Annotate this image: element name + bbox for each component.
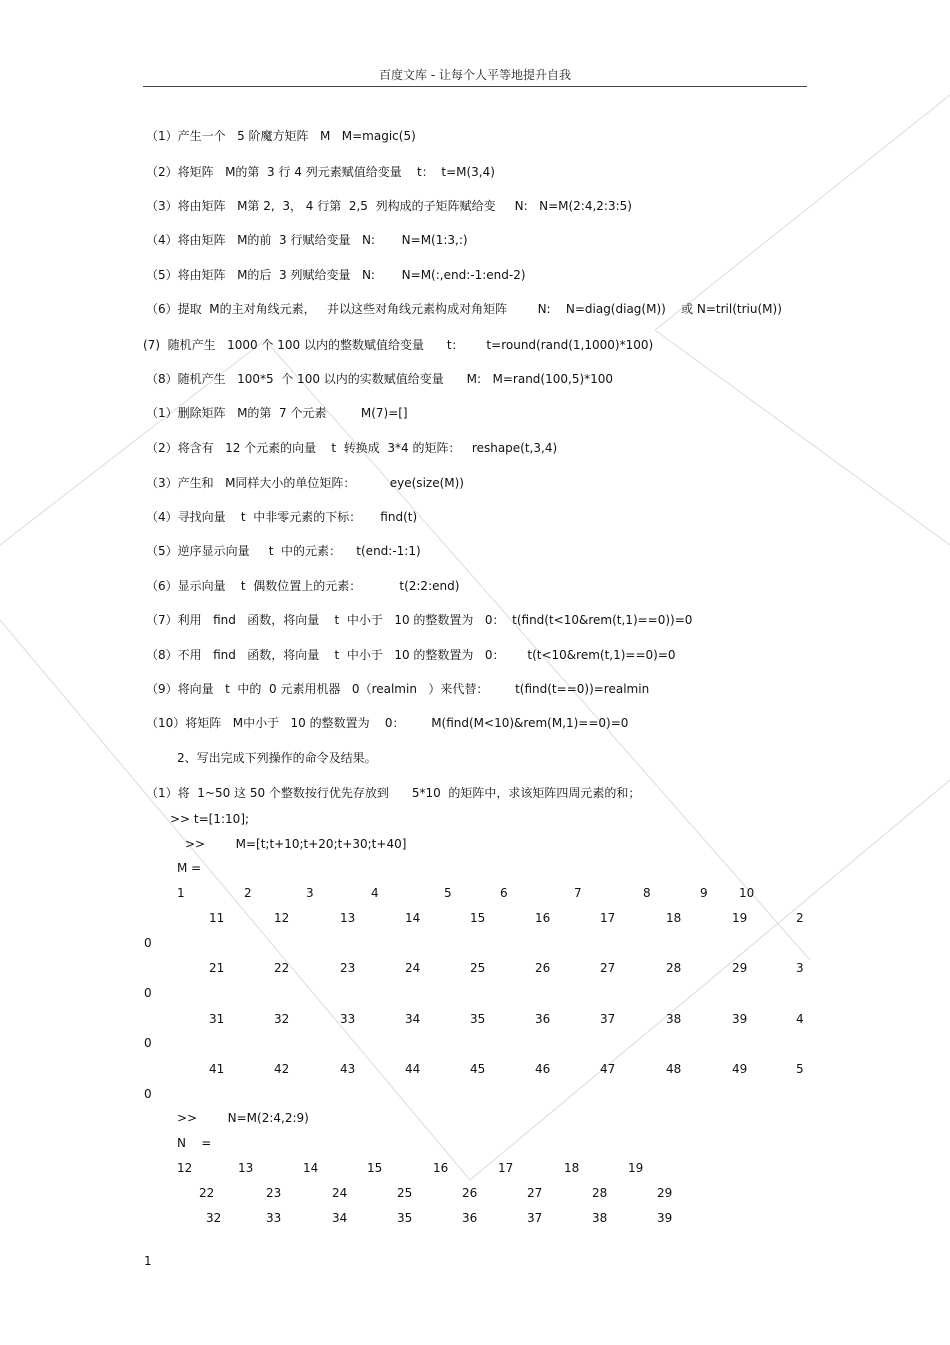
header-divider — [143, 86, 807, 87]
code-output-label: N = — [177, 1136, 212, 1150]
matrix-cell-wrap: 0 — [144, 1036, 152, 1050]
matrix-cell: 32 — [274, 1012, 290, 1026]
matrix-cell: 24 — [405, 961, 421, 975]
matrix-cell: 5 — [444, 886, 452, 900]
matrix-cell: 47 — [600, 1062, 616, 1076]
matrix-cell: 33 — [340, 1012, 356, 1026]
text-line: （1）产生一个 5 阶魔方矩阵 M M=magic(5) — [146, 129, 416, 143]
matrix-cell: 12 — [274, 911, 290, 925]
matrix-cell: 25 — [397, 1186, 413, 1200]
matrix-cell: 45 — [470, 1062, 486, 1076]
matrix-cell: 48 — [666, 1062, 682, 1076]
matrix-cell: 35 — [470, 1012, 486, 1026]
matrix-cell: 2 — [244, 886, 252, 900]
matrix-cell: 34 — [332, 1211, 348, 1225]
text-line: （8）不用 find 函数，将向量 t 中小于 10 的整数置为 0： t(t<10&rem(t,1)==0)=0 — [146, 648, 676, 662]
matrix-cell: 26 — [535, 961, 551, 975]
text-line: （4）将由矩阵 M的前 3 行赋给变量 N: N=M(1:3,:) — [146, 233, 468, 247]
text-line: （10）将矩阵 M中小于 10 的整数置为 0： M(find(M<10)&rem(M,1)==0)=0 — [146, 716, 629, 730]
text-line: （6）提取 M的主对角线元素， 并以这些对角线元素构成对角矩阵 N: N=diag(diag(M)) 或 N=tril(triu(M)) — [146, 302, 782, 316]
matrix-cell-wrap: 0 — [144, 1087, 152, 1101]
matrix-cell: 14 — [303, 1161, 319, 1175]
text-line: （3）产生和 M同样大小的单位矩阵： eye(size(M)) — [146, 476, 464, 490]
matrix-cell: 36 — [462, 1211, 478, 1225]
matrix-cell: 15 — [470, 911, 486, 925]
text-line: （4）寻找向量 t 中非零元素的下标： find(t) — [146, 510, 418, 524]
text-line: （1）将 1~50 这 50 个整数按行优先存放到 5*10 的矩阵中，求该矩阵四周元素的和； — [146, 786, 641, 800]
text-line: （5）逆序显示向量 t 中的元素： t(end:-1:1) — [146, 544, 421, 558]
matrix-cell: 28 — [592, 1186, 608, 1200]
matrix-cell: 2 — [796, 911, 804, 925]
matrix-cell: 46 — [535, 1062, 551, 1076]
code-output-label: M = — [177, 861, 202, 875]
matrix-cell: 38 — [592, 1211, 608, 1225]
matrix-cell: 9 — [700, 886, 708, 900]
matrix-cell: 44 — [405, 1062, 421, 1076]
matrix-cell: 11 — [209, 911, 225, 925]
matrix-cell: 24 — [332, 1186, 348, 1200]
matrix-cell: 16 — [433, 1161, 449, 1175]
text-line: （2）将含有 12 个元素的向量 t 转换成 3*4 的矩阵： reshape(t,3,4) — [146, 441, 558, 455]
matrix-cell: 7 — [574, 886, 582, 900]
matrix-cell: 33 — [266, 1211, 282, 1225]
page-number: 1 — [144, 1254, 152, 1268]
matrix-cell: 26 — [462, 1186, 478, 1200]
code-line: >> N=M(2:4,2:9) — [177, 1111, 309, 1125]
text-line: （5）将由矩阵 M的后 3 列赋给变量 N: N=M(:,end:-1:end-2) — [146, 268, 526, 282]
matrix-cell: 17 — [600, 911, 616, 925]
matrix-cell: 29 — [657, 1186, 673, 1200]
matrix-cell: 37 — [527, 1211, 543, 1225]
matrix-cell: 35 — [397, 1211, 413, 1225]
code-line: >> t=[1:10]; — [170, 812, 250, 826]
matrix-cell: 38 — [666, 1012, 682, 1026]
text-line: (7) 随机产生 1000 个 100 以内的整数赋值给变量 t： t=round(rand(1,1000)*100) — [143, 338, 654, 352]
matrix-cell: 28 — [666, 961, 682, 975]
matrix-cell: 39 — [657, 1211, 673, 1225]
code-line: >> M=[t;t+10;t+20;t+30;t+40] — [185, 837, 407, 851]
text-line: （9）将向量 t 中的 0 元素用机器 0（realmin ）来代替： t(find(t==0))=realmin — [146, 682, 650, 696]
matrix-cell: 18 — [666, 911, 682, 925]
section-heading: 2、写出完成下列操作的命令及结果。 — [177, 751, 377, 765]
matrix-cell: 12 — [177, 1161, 193, 1175]
matrix-cell: 21 — [209, 961, 225, 975]
matrix-cell: 42 — [274, 1062, 290, 1076]
matrix-cell: 29 — [732, 961, 748, 975]
matrix-cell: 6 — [500, 886, 508, 900]
matrix-cell: 22 — [199, 1186, 215, 1200]
text-line: （8）随机产生 100*5 个 100 以内的实数赋值给变量 M: M=rand(100,5)*100 — [146, 372, 614, 386]
matrix-cell: 4 — [371, 886, 379, 900]
matrix-cell: 37 — [600, 1012, 616, 1026]
matrix-cell: 17 — [498, 1161, 514, 1175]
matrix-cell: 19 — [628, 1161, 644, 1175]
matrix-cell: 1 — [177, 886, 185, 900]
matrix-cell: 36 — [535, 1012, 551, 1026]
matrix-cell: 34 — [405, 1012, 421, 1026]
matrix-cell: 15 — [367, 1161, 383, 1175]
matrix-cell: 22 — [274, 961, 290, 975]
text-line: （1）删除矩阵 M的第 7 个元素 M(7)=[] — [146, 406, 408, 420]
matrix-cell: 3 — [796, 961, 804, 975]
text-line: （6）显示向量 t 偶数位置上的元素： t(2:2:end) — [146, 579, 460, 593]
matrix-cell: 43 — [340, 1062, 356, 1076]
matrix-cell: 41 — [209, 1062, 225, 1076]
matrix-cell: 3 — [306, 886, 314, 900]
text-line: （2）将矩阵 M的第 3 行 4 列元素赋值给变量 t： t=M(3,4) — [146, 165, 495, 179]
text-line: （7）利用 find 函数，将向量 t 中小于 10 的整数置为 0： t(find(t<10&rem(t,1)==0))=0 — [146, 613, 693, 627]
matrix-cell: 8 — [643, 886, 651, 900]
matrix-cell: 16 — [535, 911, 551, 925]
matrix-cell: 25 — [470, 961, 486, 975]
matrix-cell-wrap: 0 — [144, 986, 152, 1000]
matrix-cell: 13 — [340, 911, 356, 925]
matrix-cell: 49 — [732, 1062, 748, 1076]
matrix-cell: 19 — [732, 911, 748, 925]
matrix-cell: 27 — [527, 1186, 543, 1200]
matrix-cell: 31 — [209, 1012, 225, 1026]
matrix-cell: 18 — [564, 1161, 580, 1175]
matrix-cell: 32 — [206, 1211, 222, 1225]
matrix-cell-wrap: 0 — [144, 936, 152, 950]
matrix-cell: 39 — [732, 1012, 748, 1026]
matrix-cell: 5 — [796, 1062, 804, 1076]
matrix-cell: 13 — [238, 1161, 254, 1175]
text-line: （3）将由矩阵 M第 2, 3， 4 行第 2,5 列构成的子矩阵赋给变 N: N=M(2:4,2:3:5) — [146, 199, 632, 213]
matrix-cell: 10 — [739, 886, 755, 900]
matrix-cell: 14 — [405, 911, 421, 925]
page-header: 百度文库 - 让每个人平等地提升自我 — [379, 68, 571, 82]
matrix-cell: 23 — [340, 961, 356, 975]
matrix-cell: 4 — [796, 1012, 804, 1026]
matrix-cell: 27 — [600, 961, 616, 975]
matrix-cell: 23 — [266, 1186, 282, 1200]
